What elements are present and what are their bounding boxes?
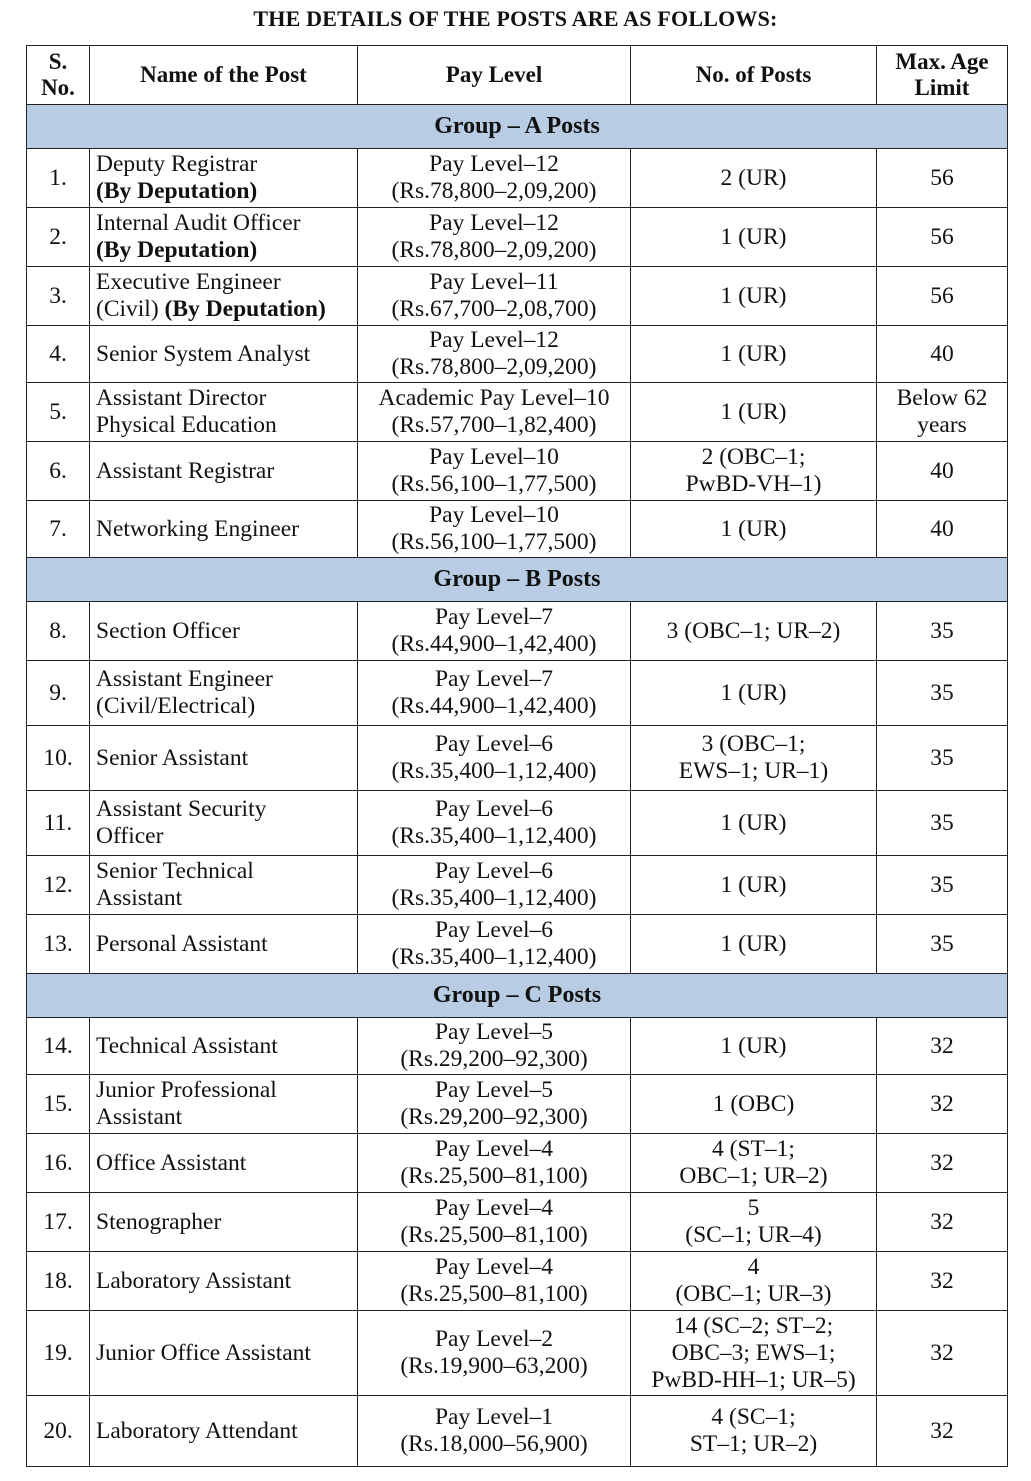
- serial-number-cell: 6.: [27, 442, 90, 501]
- max-age-cell: [877, 383, 1008, 442]
- pay-range: (Rs.29,200–92,300): [400, 1046, 588, 1072]
- post-name-cell: [90, 1311, 358, 1396]
- post-name-line1: Internal Audit Officer: [96, 210, 301, 236]
- serial-number-cell: 2.: [27, 208, 90, 267]
- serial-number-cell: 13.: [27, 915, 90, 974]
- post-name-line2: [96, 178, 351, 205]
- post-name-line2-text: Officer: [96, 823, 164, 849]
- page-title: THE DETAILS OF THE POSTS ARE AS FOLLOWS:: [253, 6, 778, 31]
- pay-level-cell: [358, 1311, 631, 1396]
- post-name-cell: [90, 326, 358, 383]
- post-name-line1: Junior Office Assistant: [96, 1339, 311, 1366]
- max-age-line1: 35: [930, 679, 954, 706]
- pay-range: (Rs.35,400–1,12,400): [391, 885, 597, 911]
- pay-range: (Rs.19,900–63,200): [400, 1353, 588, 1379]
- serial-number-cell: 3.: [27, 267, 90, 326]
- pay-level-name: Academic Pay Level–10: [378, 385, 610, 411]
- post-name-cell: [90, 915, 358, 974]
- serial-number-cell: 7.: [27, 501, 90, 558]
- serial-number-cell: 5.: [27, 383, 90, 442]
- pay-range: (Rs.35,400–1,12,400): [391, 823, 597, 849]
- pay-level-cell: [358, 208, 631, 267]
- header-sno-line1: S.: [48, 49, 68, 74]
- post-name-line1: Assistant Director: [96, 385, 267, 411]
- max-age-line1: 35: [930, 871, 954, 898]
- max-age-cell: [877, 442, 1008, 501]
- max-age-line1: 40: [930, 457, 954, 484]
- max-age-line1: 32: [930, 1032, 954, 1059]
- serial-number-cell: 17.: [27, 1193, 90, 1252]
- pay-level-name: Pay Level–4: [434, 1254, 554, 1280]
- pay-level-name: Pay Level–4: [434, 1195, 554, 1221]
- no-of-posts-cell: [631, 383, 877, 442]
- post-name-line1: Office Assistant: [96, 1149, 247, 1176]
- no-of-posts-cell: [631, 1018, 877, 1075]
- max-age-cell: [877, 1075, 1008, 1134]
- post-name-cell: [90, 501, 358, 558]
- post-name-deputation: (By Deputation): [96, 178, 258, 204]
- post-name-cell: [90, 856, 358, 915]
- post-name-line1: Assistant Engineer: [96, 666, 273, 692]
- pay-level-name: Pay Level–11: [429, 269, 559, 295]
- serial-number-cell: 4.: [27, 326, 90, 383]
- post-name-line2: [96, 237, 351, 264]
- max-age-cell: [877, 1018, 1008, 1075]
- no-of-posts-line1: 1 (UR): [720, 871, 787, 898]
- no-of-posts-line1: 3 (OBC–1;: [701, 731, 806, 757]
- max-age-cell: [877, 208, 1008, 267]
- table-row: [27, 1311, 1008, 1396]
- table-row: [27, 1075, 1008, 1134]
- post-name-line1: Laboratory Assistant: [96, 1267, 292, 1294]
- post-name-line2: [96, 1104, 351, 1131]
- max-age-line1: 32: [930, 1417, 954, 1444]
- no-of-posts-line1: 1 (OBC): [712, 1090, 795, 1117]
- max-age-line1: 40: [930, 340, 954, 367]
- no-of-posts-line1: 3 (OBC–1; UR–2): [666, 617, 841, 644]
- table-row: [27, 442, 1008, 501]
- max-age-cell: [877, 602, 1008, 661]
- serial-number-cell: 16.: [27, 1134, 90, 1193]
- max-age-cell: [877, 791, 1008, 856]
- no-of-posts-line1: 2 (UR): [720, 164, 787, 191]
- serial-number-cell: 18.: [27, 1252, 90, 1311]
- table-row: [27, 856, 1008, 915]
- pay-level-name: Pay Level–10: [429, 502, 559, 528]
- pay-range: (Rs.25,500–81,100): [400, 1163, 588, 1189]
- post-name-line2: [96, 296, 351, 323]
- posts-table: [26, 45, 1008, 1467]
- post-name-line1: Senior System Analyst: [96, 340, 311, 367]
- table-row: [27, 1018, 1008, 1075]
- no-of-posts-line1: 1 (UR): [720, 930, 787, 957]
- no-of-posts-cell: [631, 791, 877, 856]
- no-of-posts-cell: [631, 856, 877, 915]
- group-b-header: [27, 558, 1008, 602]
- no-of-posts-line2: PwBD-VH–1): [685, 471, 822, 497]
- post-name-cell: [90, 1252, 358, 1311]
- pay-level-name: Pay Level–2: [434, 1326, 554, 1352]
- max-age-line1: 35: [930, 809, 954, 836]
- pay-level-name: Pay Level–7: [434, 604, 554, 630]
- group-c-header-label: Group – C Posts: [27, 974, 1008, 1018]
- pay-range: (Rs.78,800–2,09,200): [391, 354, 597, 380]
- no-of-posts-line1: 1 (UR): [720, 1032, 787, 1059]
- pay-level-name: Pay Level–12: [429, 151, 559, 177]
- serial-number-cell: 20.: [27, 1396, 90, 1467]
- post-name-cell: [90, 208, 358, 267]
- table-row: [27, 915, 1008, 974]
- pay-level-cell: [358, 501, 631, 558]
- max-age-cell: [877, 501, 1008, 558]
- no-of-posts-cell: [631, 501, 877, 558]
- max-age-cell: [877, 1311, 1008, 1396]
- serial-number-cell: 9.: [27, 661, 90, 726]
- no-of-posts-line1: 1 (UR): [720, 515, 787, 542]
- no-of-posts-cell: [631, 267, 877, 326]
- max-age-line1: 35: [930, 930, 954, 957]
- post-name-cell: [90, 791, 358, 856]
- max-age-line1: 56: [930, 164, 954, 191]
- pay-range: (Rs.25,500–81,100): [400, 1281, 588, 1307]
- pay-level-name: Pay Level–4: [434, 1136, 554, 1162]
- header-pay-level: Pay Level: [358, 46, 631, 105]
- table-row: [27, 326, 1008, 383]
- table-row: [27, 149, 1008, 208]
- no-of-posts-line2: OBC–1; UR–2): [679, 1163, 828, 1189]
- pay-level-cell: [358, 326, 631, 383]
- no-of-posts-line1: 5: [747, 1195, 760, 1221]
- no-of-posts-line1: 14 (SC–2; ST–2;: [673, 1312, 834, 1339]
- pay-level-name: Pay Level–1: [434, 1404, 554, 1430]
- serial-number-cell: 10.: [27, 726, 90, 791]
- post-name-line1: Networking Engineer: [96, 515, 299, 542]
- max-age-line1: 35: [930, 744, 954, 771]
- no-of-posts-line1: 2 (OBC–1;: [701, 444, 806, 470]
- max-age-line1: 35: [930, 617, 954, 644]
- pay-level-cell: [358, 726, 631, 791]
- post-name-line1: Executive Engineer: [96, 269, 281, 295]
- max-age-cell: [877, 915, 1008, 974]
- table-row: [27, 1193, 1008, 1252]
- header-age-line2: Limit: [914, 75, 970, 100]
- no-of-posts-cell: [631, 726, 877, 791]
- pay-level-name: Pay Level–6: [434, 796, 554, 822]
- pay-level-name: Pay Level–6: [434, 858, 554, 884]
- post-name-cell: [90, 1193, 358, 1252]
- group-b-header-label: Group – B Posts: [27, 558, 1008, 602]
- max-age-line1: Below 62: [896, 385, 988, 411]
- no-of-posts-line2: EWS–1; UR–1): [678, 758, 829, 784]
- pay-level-name: Pay Level–5: [434, 1019, 554, 1045]
- group-a-header-label: Group – A Posts: [27, 105, 1008, 149]
- post-name-cell: [90, 1396, 358, 1467]
- post-name-line2-text: Physical Education: [96, 412, 277, 438]
- post-name-cell: [90, 1018, 358, 1075]
- pay-range: (Rs.67,700–2,08,700): [391, 296, 597, 322]
- post-name-line1: Assistant Security: [96, 796, 267, 822]
- post-name-line2-text: Assistant: [96, 885, 183, 911]
- table-row: [27, 602, 1008, 661]
- no-of-posts-line2: OBC–3; EWS–1;: [671, 1339, 836, 1366]
- no-of-posts-line1: 1 (UR): [720, 809, 787, 836]
- no-of-posts-line1: 1 (UR): [720, 282, 787, 309]
- max-age-line1: 40: [930, 515, 954, 542]
- pay-range: (Rs.44,900–1,42,400): [391, 631, 597, 657]
- max-age-line2: years: [917, 412, 967, 438]
- max-age-line1: 56: [930, 223, 954, 250]
- no-of-posts-cell: [631, 1311, 877, 1396]
- post-name-line1: Junior Professional: [96, 1077, 277, 1103]
- group-a-header: [27, 105, 1008, 149]
- pay-range: (Rs.35,400–1,12,400): [391, 758, 597, 784]
- max-age-line1: 32: [930, 1090, 954, 1117]
- max-age-line1: 32: [930, 1267, 954, 1294]
- no-of-posts-line1: 4 (ST–1;: [712, 1136, 795, 1162]
- no-of-posts-cell: [631, 602, 877, 661]
- pay-range: (Rs.29,200–92,300): [400, 1104, 588, 1130]
- pay-level-cell: [358, 1193, 631, 1252]
- pay-level-cell: [358, 1134, 631, 1193]
- header-sno: [27, 46, 90, 105]
- pay-range: (Rs.56,100–1,77,500): [391, 471, 597, 497]
- no-of-posts-line2: (SC–1; UR–4): [685, 1222, 822, 1248]
- header-age-line1: Max. Age: [895, 49, 989, 74]
- no-of-posts-line1: 4: [747, 1254, 760, 1280]
- pay-range: (Rs.78,800–2,09,200): [391, 178, 597, 204]
- post-name-line1: Technical Assistant: [96, 1032, 278, 1059]
- serial-number-cell: 15.: [27, 1075, 90, 1134]
- post-name-line1: Senior Technical: [96, 858, 254, 884]
- post-name-line1: Senior Assistant: [96, 744, 249, 771]
- max-age-cell: [877, 726, 1008, 791]
- post-name-cell: [90, 1075, 358, 1134]
- table-row: [27, 791, 1008, 856]
- table-row: [27, 501, 1008, 558]
- pay-level-cell: [358, 1252, 631, 1311]
- table-row: [27, 1134, 1008, 1193]
- post-name-line2: [96, 693, 351, 720]
- max-age-cell: [877, 1396, 1008, 1467]
- pay-level-name: Pay Level–10: [429, 444, 559, 470]
- pay-level-cell: [358, 442, 631, 501]
- pay-range: (Rs.35,400–1,12,400): [391, 944, 597, 970]
- post-name-cell: [90, 602, 358, 661]
- post-name-cell: [90, 383, 358, 442]
- post-name-line2: [96, 823, 351, 850]
- no-of-posts-line2: ST–1; UR–2): [689, 1431, 818, 1457]
- no-of-posts-cell: [631, 442, 877, 501]
- post-name-cell: [90, 267, 358, 326]
- table-row: [27, 208, 1008, 267]
- pay-level-cell: [358, 661, 631, 726]
- header-max-age: [877, 46, 1008, 105]
- pay-level-cell: [358, 149, 631, 208]
- header-name: Name of the Post: [90, 46, 358, 105]
- post-name-line1: Deputy Registrar: [96, 151, 258, 177]
- post-name-line2: [96, 885, 351, 912]
- no-of-posts-cell: [631, 661, 877, 726]
- header-sno-line2: No.: [41, 75, 75, 100]
- pay-level-cell: [358, 856, 631, 915]
- pay-range: (Rs.57,700–1,82,400): [391, 412, 597, 438]
- no-of-posts-cell: [631, 1193, 877, 1252]
- post-name-line1: Section Officer: [96, 617, 240, 644]
- pay-level-cell: [358, 1396, 631, 1467]
- post-name-line2-text: (Civil/Electrical): [96, 693, 256, 719]
- pay-level-name: Pay Level–12: [429, 210, 559, 236]
- serial-number-cell: 12.: [27, 856, 90, 915]
- post-name-cell: [90, 661, 358, 726]
- no-of-posts-cell: [631, 326, 877, 383]
- post-name-line1: Stenographer: [96, 1208, 222, 1235]
- serial-number-cell: 8.: [27, 602, 90, 661]
- pay-level-cell: [358, 602, 631, 661]
- pay-level-cell: [358, 1018, 631, 1075]
- post-name-deputation: (By Deputation): [96, 237, 258, 263]
- table-row: [27, 383, 1008, 442]
- post-name-cell: [90, 442, 358, 501]
- table-row: [27, 267, 1008, 326]
- no-of-posts-cell: [631, 208, 877, 267]
- post-name-line2: [96, 412, 351, 439]
- pay-level-cell: [358, 1075, 631, 1134]
- post-name-deputation: (By Deputation): [164, 296, 326, 322]
- pay-level-cell: [358, 383, 631, 442]
- max-age-cell: [877, 1193, 1008, 1252]
- table-row: [27, 1252, 1008, 1311]
- pay-range: (Rs.56,100–1,77,500): [391, 529, 597, 555]
- no-of-posts-cell: [631, 1396, 877, 1467]
- serial-number-cell: 1.: [27, 149, 90, 208]
- pay-level-name: Pay Level–6: [434, 917, 554, 943]
- no-of-posts-cell: [631, 1134, 877, 1193]
- pay-range: (Rs.25,500–81,100): [400, 1222, 588, 1248]
- max-age-cell: [877, 856, 1008, 915]
- max-age-cell: [877, 326, 1008, 383]
- no-of-posts-line1: 1 (UR): [720, 223, 787, 250]
- header-no-of-posts: No. of Posts: [631, 46, 877, 105]
- table-header-row: [27, 46, 1008, 105]
- pay-range: (Rs.44,900–1,42,400): [391, 693, 597, 719]
- max-age-line1: 56: [930, 282, 954, 309]
- no-of-posts-line1: 1 (UR): [720, 679, 787, 706]
- no-of-posts-cell: [631, 149, 877, 208]
- table-row: [27, 661, 1008, 726]
- max-age-line1: 32: [930, 1149, 954, 1176]
- post-name-line1: Personal Assistant: [96, 930, 268, 957]
- pay-level-cell: [358, 267, 631, 326]
- pay-level-name: Pay Level–5: [434, 1077, 554, 1103]
- post-name-line2-text: Assistant: [96, 1104, 183, 1130]
- max-age-cell: [877, 267, 1008, 326]
- no-of-posts-line1: 1 (UR): [720, 340, 787, 367]
- pay-range: (Rs.18,000–56,900): [400, 1431, 588, 1457]
- post-name-cell: [90, 149, 358, 208]
- max-age-cell: [877, 661, 1008, 726]
- pay-level-name: Pay Level–7: [434, 666, 554, 692]
- max-age-cell: [877, 149, 1008, 208]
- post-name-line2-text: (Civil): [96, 296, 165, 322]
- max-age-line1: 32: [930, 1208, 954, 1235]
- table-row: [27, 726, 1008, 791]
- no-of-posts-cell: [631, 1252, 877, 1311]
- max-age-line1: 32: [930, 1339, 954, 1366]
- pay-level-cell: [358, 915, 631, 974]
- post-name-line1: Laboratory Attendant: [96, 1417, 298, 1444]
- serial-number-cell: 19.: [27, 1311, 90, 1396]
- pay-level-name: Pay Level–12: [429, 327, 559, 353]
- post-name-cell: [90, 1134, 358, 1193]
- no-of-posts-line3: PwBD-HH–1; UR–5): [651, 1366, 856, 1393]
- max-age-cell: [877, 1134, 1008, 1193]
- no-of-posts-line2: (OBC–1; UR–3): [675, 1281, 832, 1307]
- pay-level-cell: [358, 791, 631, 856]
- post-name-cell: [90, 726, 358, 791]
- table-row: [27, 1396, 1008, 1467]
- pay-level-name: Pay Level–6: [434, 731, 554, 757]
- no-of-posts-line1: 4 (SC–1;: [711, 1404, 796, 1430]
- max-age-cell: [877, 1252, 1008, 1311]
- post-name-line1: Assistant Registrar: [96, 457, 275, 484]
- no-of-posts-line1: 1 (UR): [720, 398, 787, 425]
- group-c-header: [27, 974, 1008, 1018]
- pay-range: (Rs.78,800–2,09,200): [391, 237, 597, 263]
- no-of-posts-cell: [631, 1075, 877, 1134]
- serial-number-cell: 14.: [27, 1018, 90, 1075]
- no-of-posts-cell: [631, 915, 877, 974]
- serial-number-cell: 11.: [27, 791, 90, 856]
